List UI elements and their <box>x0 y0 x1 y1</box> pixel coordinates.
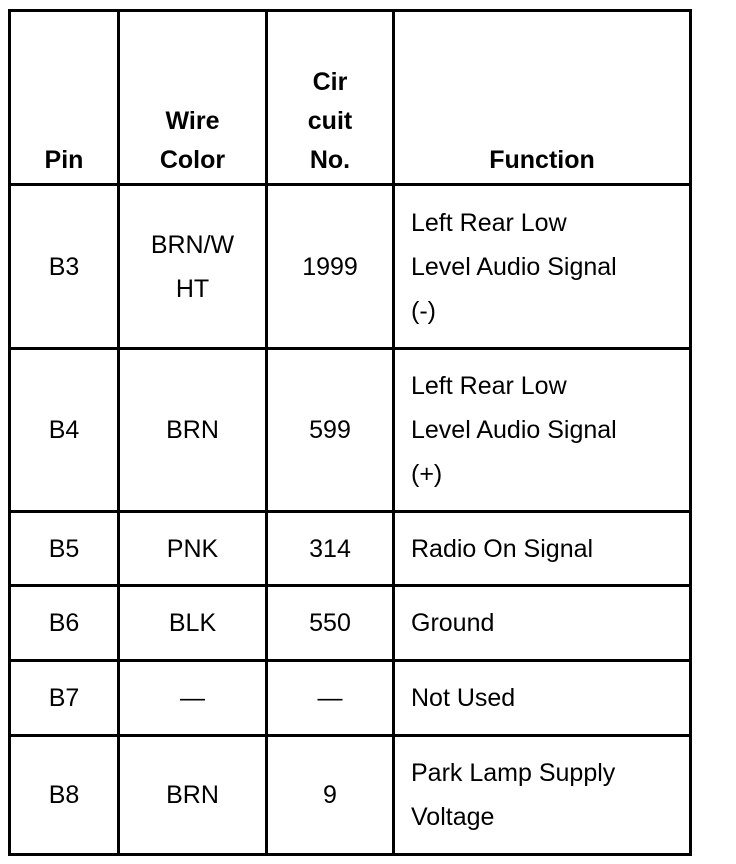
function-cell <box>394 349 691 512</box>
function-cell <box>394 586 691 661</box>
pin-value: B8 <box>48 781 80 809</box>
wire-color-cell <box>119 185 267 349</box>
table-row <box>10 185 691 349</box>
function-line-3: (-) <box>411 296 436 325</box>
function-line-1: Left Rear Low <box>411 208 567 237</box>
header-circuit-no <box>267 11 394 185</box>
header-row <box>10 11 691 185</box>
wire-color-value: BRN <box>166 416 219 444</box>
pin-cell <box>10 512 119 586</box>
circuit-value: 314 <box>309 534 351 563</box>
pin-cell <box>10 586 119 661</box>
function-line-1: Not Used <box>411 684 516 712</box>
function-cell <box>394 661 691 736</box>
circuit-cell <box>267 512 394 586</box>
connector-pinout-table <box>8 9 692 856</box>
pin-value: B6 <box>48 609 80 637</box>
function-line-2: Voltage <box>411 803 495 831</box>
function-line-1: Park Lamp Supply <box>411 759 616 787</box>
function-line-1: Ground <box>411 609 495 637</box>
function-line-3: (+) <box>411 460 443 488</box>
circuit-cell <box>267 586 394 661</box>
wire-color-line-2: HT <box>175 274 210 303</box>
table-row <box>10 512 691 586</box>
pin-value: B4 <box>48 416 80 444</box>
pin-cell <box>10 185 119 349</box>
header-wire-color-line-2: Color <box>159 146 226 174</box>
table-row <box>10 349 691 512</box>
pin-value: B7 <box>48 684 80 712</box>
pin-cell <box>10 661 119 736</box>
circuit-value: 599 <box>309 416 351 444</box>
function-line-2: Level Audio Signal <box>411 416 617 444</box>
pin-cell <box>10 349 119 512</box>
wire-color-cell <box>119 512 267 586</box>
function-line-2: Level Audio Signal <box>411 252 617 281</box>
header-circuit-line-2: cuit <box>307 107 353 135</box>
header-wire-color-line-1: Wire <box>165 107 220 135</box>
circuit-value: — <box>317 684 343 712</box>
function-cell <box>394 185 691 349</box>
circuit-value: 550 <box>309 609 351 637</box>
wire-color-cell <box>119 736 267 855</box>
function-cell <box>394 736 691 855</box>
function-line-1: Left Rear Low <box>411 372 567 400</box>
wire-color-value: BRN <box>166 781 219 809</box>
wire-color-cell <box>119 661 267 736</box>
header-pin-label: Pin <box>44 146 84 174</box>
circuit-cell <box>267 185 394 349</box>
circuit-cell <box>267 349 394 512</box>
header-circuit-line-3: No. <box>309 146 351 174</box>
wire-color-value: — <box>180 684 205 712</box>
circuit-value: 1999 <box>302 252 358 281</box>
pin-value: B5 <box>48 534 80 563</box>
function-cell <box>394 512 691 586</box>
circuit-value: 9 <box>323 781 337 809</box>
wire-color-value: BLK <box>168 609 217 637</box>
header-circuit-line-1: Cir <box>312 68 348 96</box>
circuit-cell <box>267 736 394 855</box>
wire-color-value: PNK <box>166 534 219 563</box>
wire-color-cell <box>119 349 267 512</box>
pin-cell <box>10 736 119 855</box>
function-line-1: Radio On Signal <box>411 534 594 563</box>
table-row <box>10 736 691 855</box>
table-row <box>10 586 691 661</box>
table-header <box>10 11 691 185</box>
table-row <box>10 661 691 736</box>
wire-color-cell <box>119 586 267 661</box>
header-function-label: Function <box>489 146 595 174</box>
pin-value: B3 <box>48 252 80 281</box>
header-wire-color <box>119 11 267 185</box>
header-function <box>394 11 691 185</box>
header-pin <box>10 11 119 185</box>
table-body <box>10 185 691 855</box>
circuit-cell <box>267 661 394 736</box>
wire-color-line-1: BRN/W <box>150 230 235 259</box>
